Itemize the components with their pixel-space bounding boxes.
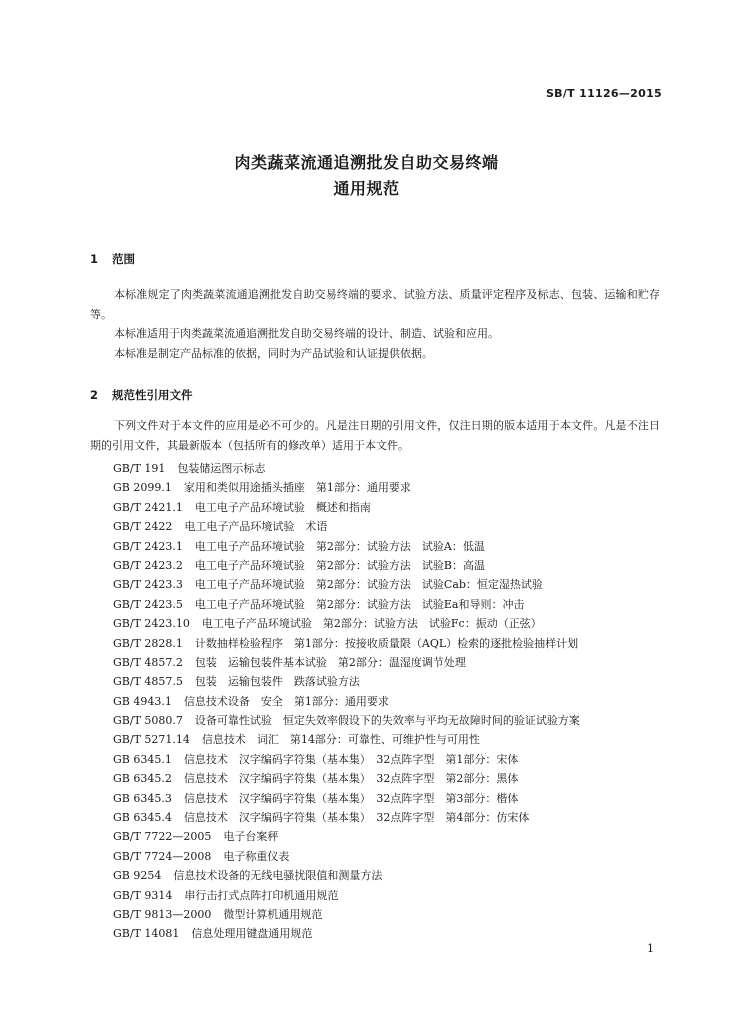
reference-title: 信息技术 汉字编码字符集（基本集） 32点阵字型 第3部分：楷体 — [183, 791, 519, 805]
reference-item — [113, 614, 673, 633]
reference-code: GB/T 2423.1 — [113, 539, 183, 553]
reference-item — [113, 866, 673, 885]
reference-title: 电子台案秤 — [223, 830, 279, 844]
reference-title: 信息技术 汉字编码字符集（基本集） 32点阵字型 第2部分：黑体 — [183, 772, 519, 786]
reference-item — [113, 478, 673, 497]
reference-title: 电工电子产品环境试验 第2部分：试验方法 试验Fc：振动（正弦） — [201, 617, 542, 631]
reference-item — [113, 924, 673, 943]
reference-title: 信息技术 词汇 第14部分：可靠性、可维护性与可用性 — [201, 733, 480, 747]
reference-item — [113, 886, 673, 905]
reference-code: GB/T 4857.5 — [113, 675, 183, 689]
reference-title: 包装 运输包装件 跌落试验方法 — [194, 675, 360, 689]
reference-item — [113, 459, 673, 478]
reference-code: GB/T 9314 — [113, 888, 173, 902]
reference-item — [113, 575, 673, 594]
reference-item — [113, 537, 673, 556]
reference-title: 家用和类似用途插头插座 第1部分：通用要求 — [183, 481, 411, 495]
reference-title: 电工电子产品环境试验 术语 — [184, 520, 328, 534]
document-subtitle: 通用规范 — [333, 179, 400, 198]
reference-title: 串行击打式点阵打印机通用规范 — [184, 888, 339, 902]
reference-item — [113, 827, 673, 846]
reference-code: GB/T 2421.1 — [113, 500, 183, 514]
reference-item — [113, 595, 673, 614]
reference-code: GB/T 14081 — [113, 927, 180, 941]
reference-item — [113, 769, 673, 788]
section-heading-scope — [90, 251, 135, 267]
reference-item — [113, 517, 673, 536]
reference-code: GB/T 191 — [113, 462, 166, 475]
reference-title: 信息处理用键盘通用规范 — [191, 927, 313, 941]
reference-code: GB/T 4857.2 — [113, 655, 183, 669]
reference-code: GB/T 2423.2 — [113, 558, 183, 572]
reference-code: GB/T 5271.14 — [113, 733, 190, 747]
reference-code: GB/T 2423.5 — [113, 597, 183, 611]
reference-title: 电工电子产品环境试验 第2部分：试验方法 试验B：高温 — [194, 558, 485, 572]
reference-title: 信息技术设备 安全 第1部分：通用要求 — [183, 694, 389, 708]
reference-item — [113, 750, 673, 769]
reference-title: 微型计算机通用规范 — [223, 907, 323, 921]
reference-list — [113, 459, 673, 944]
section-number: 1 — [90, 252, 99, 266]
reference-item — [113, 692, 673, 711]
page-number: 1 — [647, 942, 654, 955]
references-intro-paragraph: 下列文件对于本文件的应用是必不可少的。凡是注日期的引用文件，仅注日期的版本适用于本文件。凡是不注日期的引用文件，其最新版本（包括所有的修改单）适用于本文件。 — [90, 419, 660, 452]
reference-code: GB/T 2423.10 — [113, 617, 190, 631]
reference-item — [113, 789, 673, 808]
reference-item — [113, 634, 673, 653]
standard-code: SB/T 11126—2015 — [545, 87, 662, 100]
reference-code: GB/T 2423.3 — [113, 578, 183, 592]
reference-title: 信息技术 汉字编码字符集（基本集） 32点阵字型 第4部分：仿宋体 — [183, 811, 530, 825]
reference-item — [113, 556, 673, 575]
section-title: 规范性引用文件 — [112, 388, 193, 402]
reference-code: GB/T 9813—2000 — [113, 907, 212, 921]
reference-code: GB 2099.1 — [113, 481, 172, 495]
document-title: 肉类蔬菜流通追溯批发自助交易终端 — [234, 153, 499, 172]
scope-paragraph: 本标准是制定产品标准的依据，同时为产品试验和认证提供依据。 — [114, 347, 433, 360]
reference-item — [113, 905, 673, 924]
reference-item — [113, 672, 673, 691]
section-heading-normative-references — [90, 387, 193, 403]
reference-code: GB 6345.2 — [113, 772, 172, 786]
reference-item — [113, 730, 673, 749]
reference-item — [113, 711, 673, 730]
reference-code: GB/T 2422 — [113, 520, 173, 534]
reference-code: GB 6345.4 — [113, 811, 172, 825]
reference-title: 信息技术 汉字编码字符集（基本集） 32点阵字型 第1部分：宋体 — [183, 752, 519, 766]
reference-title: 信息技术设备的无线电骚扰限值和测量方法 — [173, 869, 383, 883]
section-title: 范围 — [112, 252, 135, 266]
reference-item — [113, 847, 673, 866]
scope-paragraph: 本标准适用于肉类蔬菜流通追溯批发自助交易终端的设计、制造、试验和应用。 — [114, 327, 499, 340]
reference-title: 计数抽样检验程序 第1部分：按接收质量限（AQL）检索的逐批检验抽样计划 — [194, 636, 579, 650]
reference-title: 电工电子产品环境试验 概述和指南 — [194, 500, 371, 514]
reference-item — [113, 498, 673, 517]
reference-code: GB/T 2828.1 — [113, 636, 183, 650]
reference-item — [113, 653, 673, 672]
reference-code: GB/T 5080.7 — [113, 714, 183, 728]
reference-code: GB 6345.3 — [113, 791, 172, 805]
reference-code: GB 9254 — [113, 869, 162, 883]
reference-title: 电工电子产品环境试验 第2部分：试验方法 试验Cab：恒定湿热试验 — [194, 578, 543, 592]
reference-code: GB 6345.1 — [113, 752, 172, 766]
reference-title: 设备可靠性试验 恒定失效率假设下的失效率与平均无故障时间的验证试验方案 — [194, 714, 580, 728]
reference-code: GB/T 7724—2008 — [113, 849, 212, 863]
reference-title: 包装 运输包装件基本试验 第2部分：温湿度调节处理 — [194, 655, 466, 669]
reference-code: GB/T 7722—2005 — [113, 830, 212, 844]
reference-title: 电子称重仪表 — [223, 849, 290, 863]
reference-title: 包装储运图示标志 — [177, 462, 266, 475]
section-number: 2 — [90, 388, 99, 402]
scope-paragraph: 本标准规定了肉类蔬菜流通追溯批发自助交易终端的要求、试验方法、质量评定程序及标志、包装、运输和贮存等。 — [90, 288, 660, 321]
reference-item — [113, 808, 673, 827]
reference-title: 电工电子产品环境试验 第2部分：试验方法 试验Ea和导则：冲击 — [194, 597, 525, 611]
reference-code: GB 4943.1 — [113, 694, 172, 708]
reference-title: 电工电子产品环境试验 第2部分：试验方法 试验A：低温 — [194, 539, 485, 553]
